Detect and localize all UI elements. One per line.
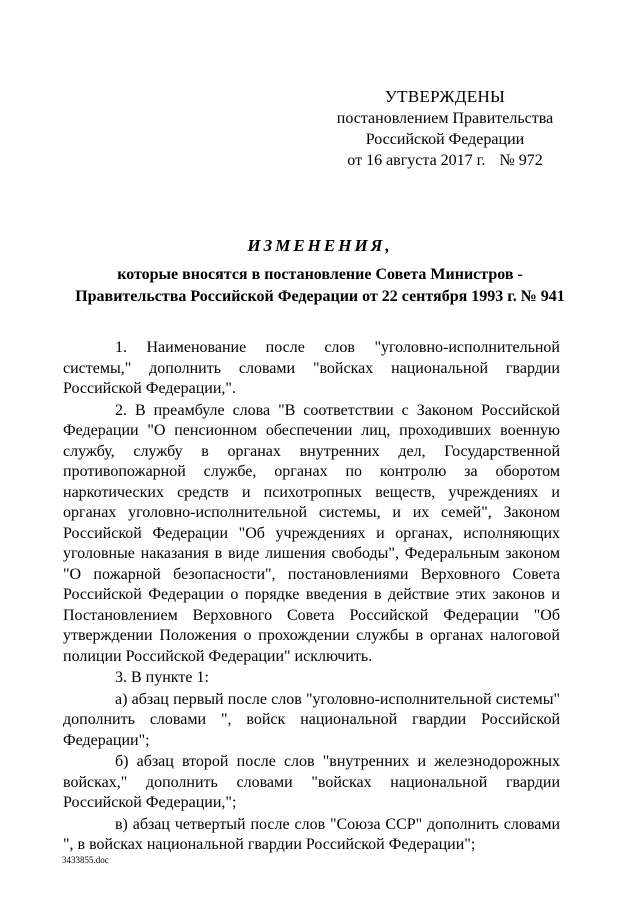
paragraph-3: 3. В пункте 1: bbox=[115, 669, 209, 686]
approval-number: № 972 bbox=[499, 152, 543, 169]
file-reference: 3433855.doc bbox=[62, 855, 109, 865]
document-subtitle-line-1: которые вносятся в постановление Совета Министров - bbox=[117, 266, 523, 283]
approval-line-1: постановлением Правительства bbox=[336, 110, 554, 127]
document-heading bbox=[0, 236, 640, 308]
paragraph-1: 1. Наименование после слов "уголовно-исполнительной системы," дополнить словами "войсках национальной гвардии Российской Федерации,". bbox=[63, 339, 560, 397]
approval-line-2: Российской Федерации bbox=[365, 131, 525, 148]
document-title: ИЗМЕНЕНИЯ, bbox=[247, 236, 393, 255]
approval-date-line bbox=[330, 150, 560, 171]
approval-title: УТВЕРЖДЕНЫ bbox=[384, 87, 506, 106]
approval-date: от 16 августа 2017 г. bbox=[347, 152, 486, 169]
paragraph-2: 2. В преамбуле слова "В соответствии с Законом Российской Федерации "О пенсионном обеспечении лиц, проходивших военную службу, службу в органах внутренних дел, Государственной противопожарной службе, органах по контролю за оборотом наркотических средств и психотропных веществ, учреждениях и органах уголовно-исполнительной системы, и их семей", Законом Российской Федерации "Об учреждениях и органах, исполняющих уголовные наказания в виде лишения свободы", Федеральным законом "О пожарной безопасности", постановлениями Верховного Совета Российской Федерации о порядке введения в действие этих законов и Постановлением Верховного Совета Российской Федерации "Об утверждении Положения о прохождении службы в органах налоговой полиции Российской Федерации" исключить. bbox=[63, 401, 560, 665]
paragraph-3a: а) абзац первый после слов "уголовно-исполнительной системы" дополнить словами ", войск национальной гвардии Российской Федерации"; bbox=[63, 690, 560, 749]
paragraph-3b: б) абзац второй после слов "внутренних и железнодорожных войсках," дополнить словами "войсках национальной гвардии Российской Федерации,"; bbox=[63, 753, 560, 811]
approval-block bbox=[330, 86, 560, 171]
paragraph-3c: в) абзац четвертый после слов "Союза ССР" дополнить словами ", в войсках национальной гвардии Российской Федерации"; bbox=[63, 815, 560, 853]
document-subtitle-line-2: Правительства Российской Федерации от 22 сентября 1993 г. № 941 bbox=[75, 288, 565, 305]
document-body bbox=[63, 338, 560, 857]
